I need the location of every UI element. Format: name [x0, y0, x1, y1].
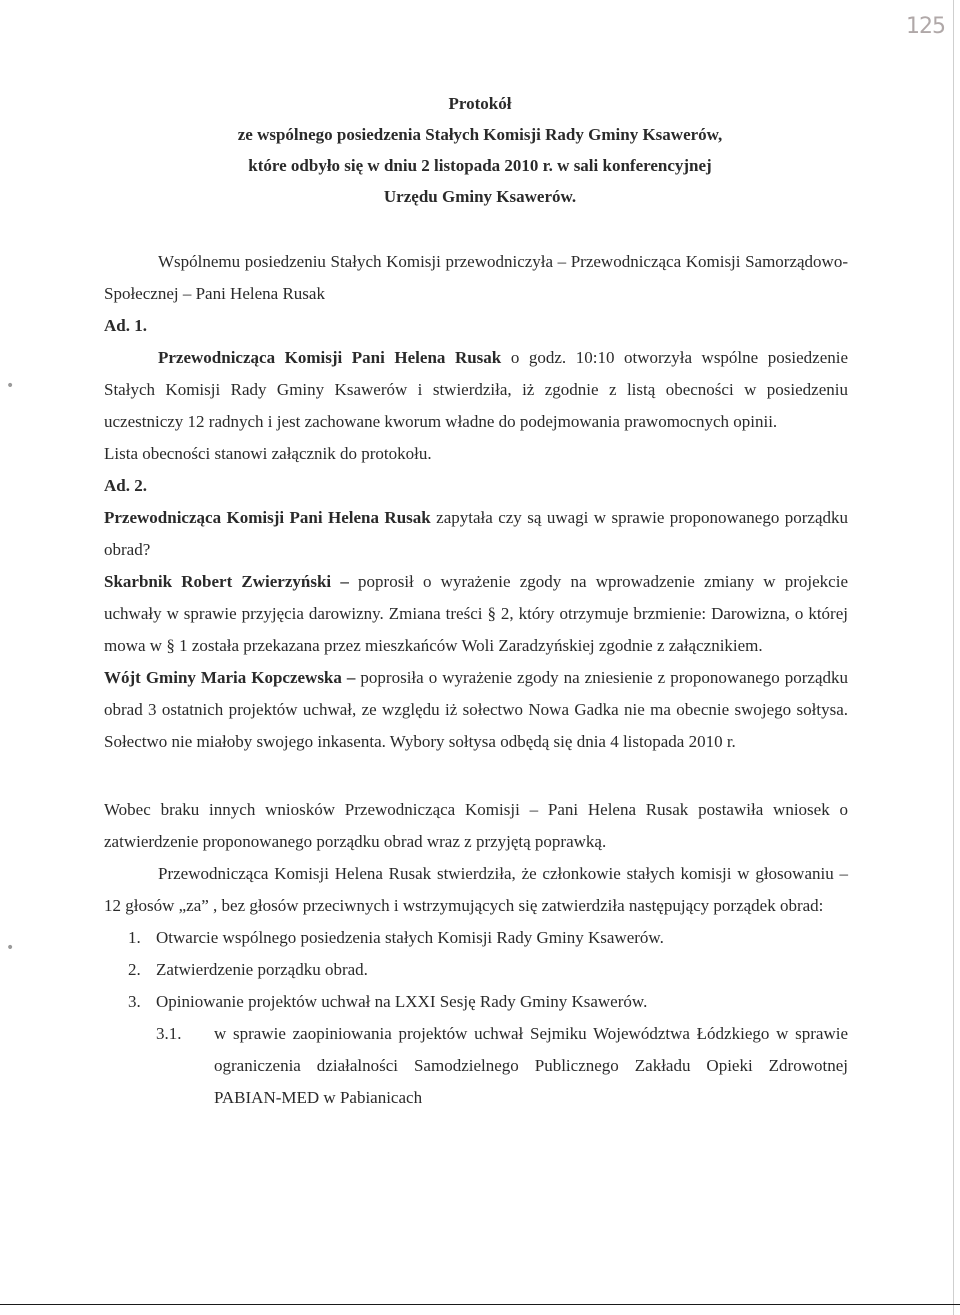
ad2-speaker-3: Wójt Gminy Maria Kopczewska – [104, 668, 356, 687]
ad1-text: o godz. 10:10 otworzyła wspólne posiedzenie Stałych Komisji Rady Gminy Ksawerów i stwierdziła, iż zgodnie z listą obecności w posiedzeniu uczestniczy 12 radnych i jest zachowane kworum władne do podejmowania prawomocnych opinii. [104, 348, 849, 431]
ad1-heading: Ad. 1. [104, 316, 147, 335]
agenda-subitem-text: w sprawie zaopiniowania projektów uchwał Sejmiku Województwa Łódzkiego w sprawie ograniczenia działalności Samodzielnego Publicznego Zakładu Opieki Zdrowotnej PABIAN-MED w Pabianicach [214, 1024, 848, 1107]
agenda-item [104, 922, 848, 954]
agenda-item-text: Opiniowanie projektów uchwał na LXXI Sesję Rady Gminy Ksawerów. [156, 992, 648, 1011]
ad1-speaker: Przewodnicząca Komisji Pani Helena Rusak [158, 348, 502, 367]
ad2-paragraph-1 [104, 502, 848, 566]
ad2-paragraph-2 [104, 566, 848, 662]
scan-speck: • [6, 940, 15, 956]
ad2-speaker-1: Przewodnicząca Komisji Pani Helena Rusak [104, 508, 431, 527]
page-number-stamp: 125 [906, 14, 945, 39]
scan-speck: • [6, 378, 15, 394]
scan-bottom-line [0, 1304, 960, 1305]
agenda-item-number: 3. [128, 992, 141, 1011]
ad2-text-1: zapytała czy są uwagi w sprawie proponowanego porządku obrad? [104, 508, 848, 559]
motion-paragraph: Wobec braku innych wniosków Przewodnicząca Komisji – Pani Helena Rusak postawiła wniosek o zatwierdzenie proponowanego porządku obrad wraz z przyjętą poprawką. [104, 800, 848, 851]
vote-paragraph: Przewodnicząca Komisji Helena Rusak stwierdziła, że członkowie stałych komisji w głosowaniu – 12 głosów „za” , bez głosów przeciwnych i wstrzymujących się zatwierdziła następujący porządek obrad: [104, 864, 848, 915]
document-subtitle-line-1: ze wspólnego posiedzenia Stałych Komisji Rady Gminy Ksawerów, [237, 125, 723, 144]
ad1-paragraph [104, 342, 848, 438]
spacer [104, 758, 848, 794]
document-title-block [0, 88, 960, 212]
ad2-paragraph-3 [104, 662, 848, 758]
agenda-item-number: 1. [128, 928, 141, 947]
agenda-item [104, 986, 848, 1018]
document-subtitle-line-2: które odbyło się w dniu 2 listopada 2010 r. w sali konferencyjnej [248, 156, 712, 175]
agenda-list [104, 922, 848, 1114]
ad2-speaker-2: Skarbnik Robert Zwierzyński – [104, 572, 349, 591]
document-title: Protokół [448, 94, 512, 113]
ad2-text-3: poprosiła o wyrażenie zgody na zniesienie z proponowanego porządku obrad 3 ostatnich projektów uchwał, ze względu iż sołectwo Nowa Gadka nie ma obecnie swojego sołtysa. Sołectwo nie miałoby swojego inkasenta. Wybory sołtysa odbędą się dnia 4 listopada 2010 r. [104, 668, 848, 751]
agenda-item-number: 2. [128, 960, 141, 979]
intro-paragraph: Wspólnemu posiedzeniu Stałych Komisji przewodniczyła – Przewodnicząca Komisji Samorządowo- Społecznej – Pani Helena Rusak [104, 252, 848, 303]
agenda-item-text: Zatwierdzenie porządku obrad. [156, 960, 368, 979]
agenda-item [104, 954, 848, 986]
agenda-item-text: Otwarcie wspólnego posiedzenia stałych Komisji Rady Gminy Ksawerów. [156, 928, 664, 947]
ad2-heading: Ad. 2. [104, 476, 147, 495]
document-body [104, 246, 848, 1114]
ad2-text-2: poprosił o wyrażenie zgody na wprowadzenie zmiany w projekcie uchwały w sprawie przyjęcia darowizny. Zmiana treści § 2, który otrzymuje brzmienie: Darowizna, o której mowa w § 1 została przekazana przez mieszkańców Woli Zaradzyńskiej zgodnie z załącznikiem. [104, 572, 848, 655]
agenda-subitem [104, 1018, 848, 1114]
agenda-subitem-number: 3.1. [156, 1024, 182, 1043]
ad1-note: Lista obecności stanowi załącznik do protokołu. [104, 444, 432, 463]
document-subtitle-line-3: Urzędu Gminy Ksawerów. [383, 187, 577, 206]
